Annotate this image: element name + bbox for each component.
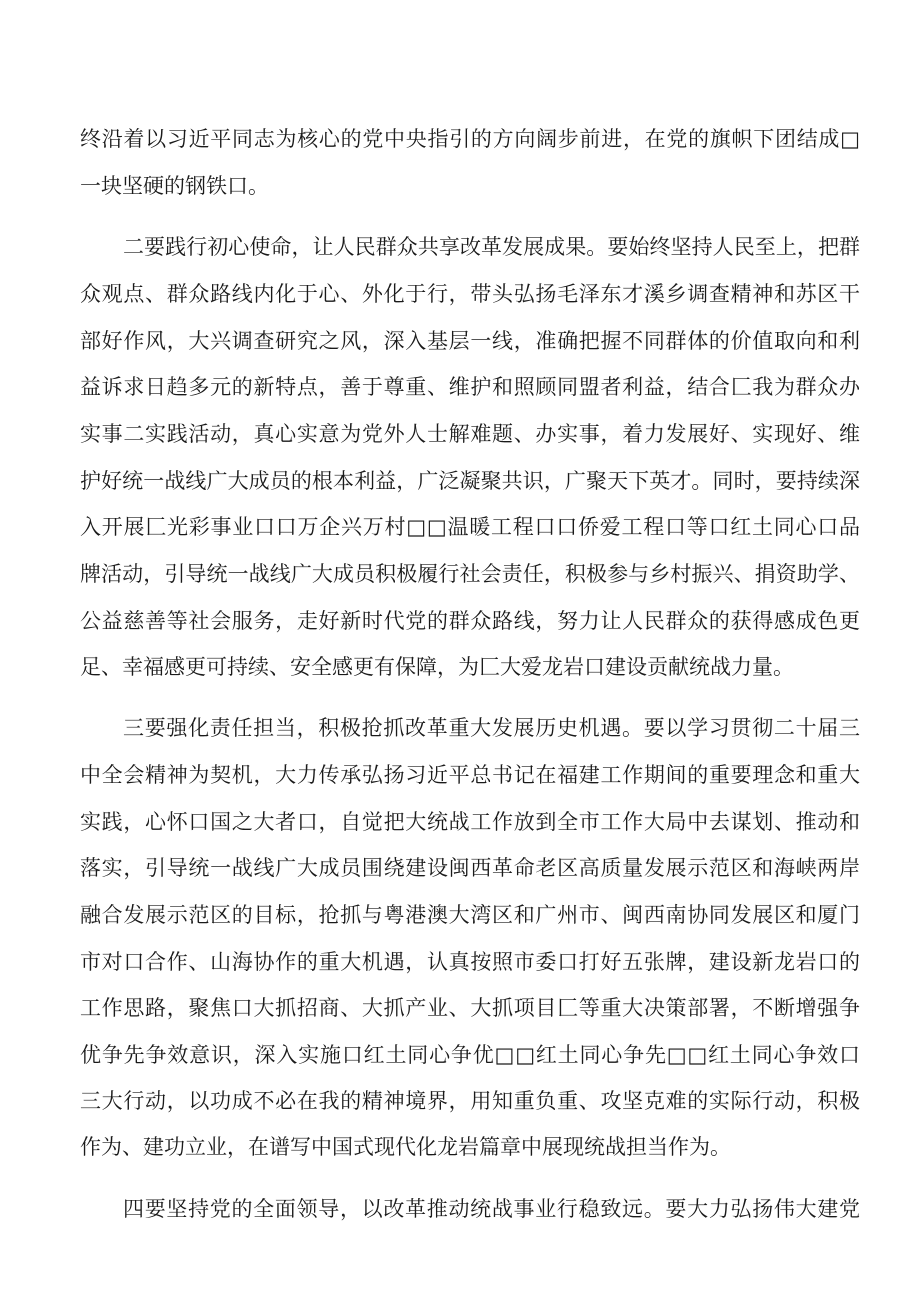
text-line: 入开展匚光彩事业口口万企兴万村□□温暖工程口口侨爱工程口等口红土同心口品 [80,515,860,539]
text-line: 一块坚硬的钢铁口。 [80,174,269,198]
text-line: 工作思路，聚焦口大抓招商、大抓产业、大抓项目匚等重大决策部署，不断增强争 [80,996,860,1020]
text-line: 融合发展示范区的目标，抢抓与粤港澳大湾区和广州市、闽西南协同发展区和厦门 [80,903,860,927]
text-line: 护好统一战线广大成员的根本利益，广泛凝聚共识，广聚天下英才。同时，要持续深 [80,469,860,493]
text-line: 牌活动，引导统一战线广大成员积极履行社会责任，积极参与乡村振兴、捐资助学、 [80,562,860,586]
text-line: 公益慈善等社会服务，走好新时代党的群众路线，努力让人民群众的获得感成色更 [80,609,860,633]
text-line: 四要坚持党的全面领导，以改革推动统战事业行稳致远。要大力弘扬伟大建党 [123,1197,860,1221]
text-line: 众观点、群众路线内化于心、外化于行，带头弘扬毛泽东才溪乡调查精神和苏区干 [80,282,860,306]
text-line: 优争先争效意识，深入实施口红土同心争优□□红土同心争先□□红土同心争效口 [80,1043,860,1067]
text-line: 三要强化责任担当，积极抢抓改革重大发展历史机遇。要以学习贯彻二十届三 [123,716,860,740]
text-line: 三大行动，以功成不必在我的精神境界，用知重负重、攻坚克难的实际行动，积极 [80,1089,860,1113]
text-line: 实事二实践活动，真心实意为党外人士解难题、办实事，着力发展好、实现好、维 [80,422,860,446]
text-line: 足、幸福感更可持续、安全感更有保障，为匚大爱龙岩口建设贡献统战力量。 [80,655,794,679]
text-line: 作为、建功立业，在谱写中国式现代化龙岩篇章中展现统战担当作为。 [80,1135,731,1159]
text-line: 市对口合作、山海协作的重大机遇，认真按照市委口打好五张牌，建设新龙岩口的 [80,950,860,974]
text-line: 二要践行初心使命，让人民群众共享改革发展成果。要始终坚持人民至上，把群 [123,235,860,259]
text-line: 部好作风，大兴调查研究之风，深入基层一线，准确把握不同群体的价值取向和利 [80,329,860,353]
text-line: 中全会精神为契机，大力传承弘扬习近平总书记在福建工作期间的重要理念和重大 [80,763,860,787]
text-line: 实践，心怀口国之大者口，自觉把大统战工作放到全市工作大局中去谋划、推动和 [80,810,860,834]
text-line: 落实，引导统一战线广大成员围绕建设闽西革命老区高质量发展示范区和海峡两岸 [80,856,860,880]
text-line: 益诉求日趋多元的新特点，善于尊重、维护和照顾同盟者利益，结合匚我为群众办 [80,375,860,399]
text-line: 终沿着以习近平同志为核心的党中央指引的方向阔步前进，在党的旗帜下团结成□ [80,127,860,151]
